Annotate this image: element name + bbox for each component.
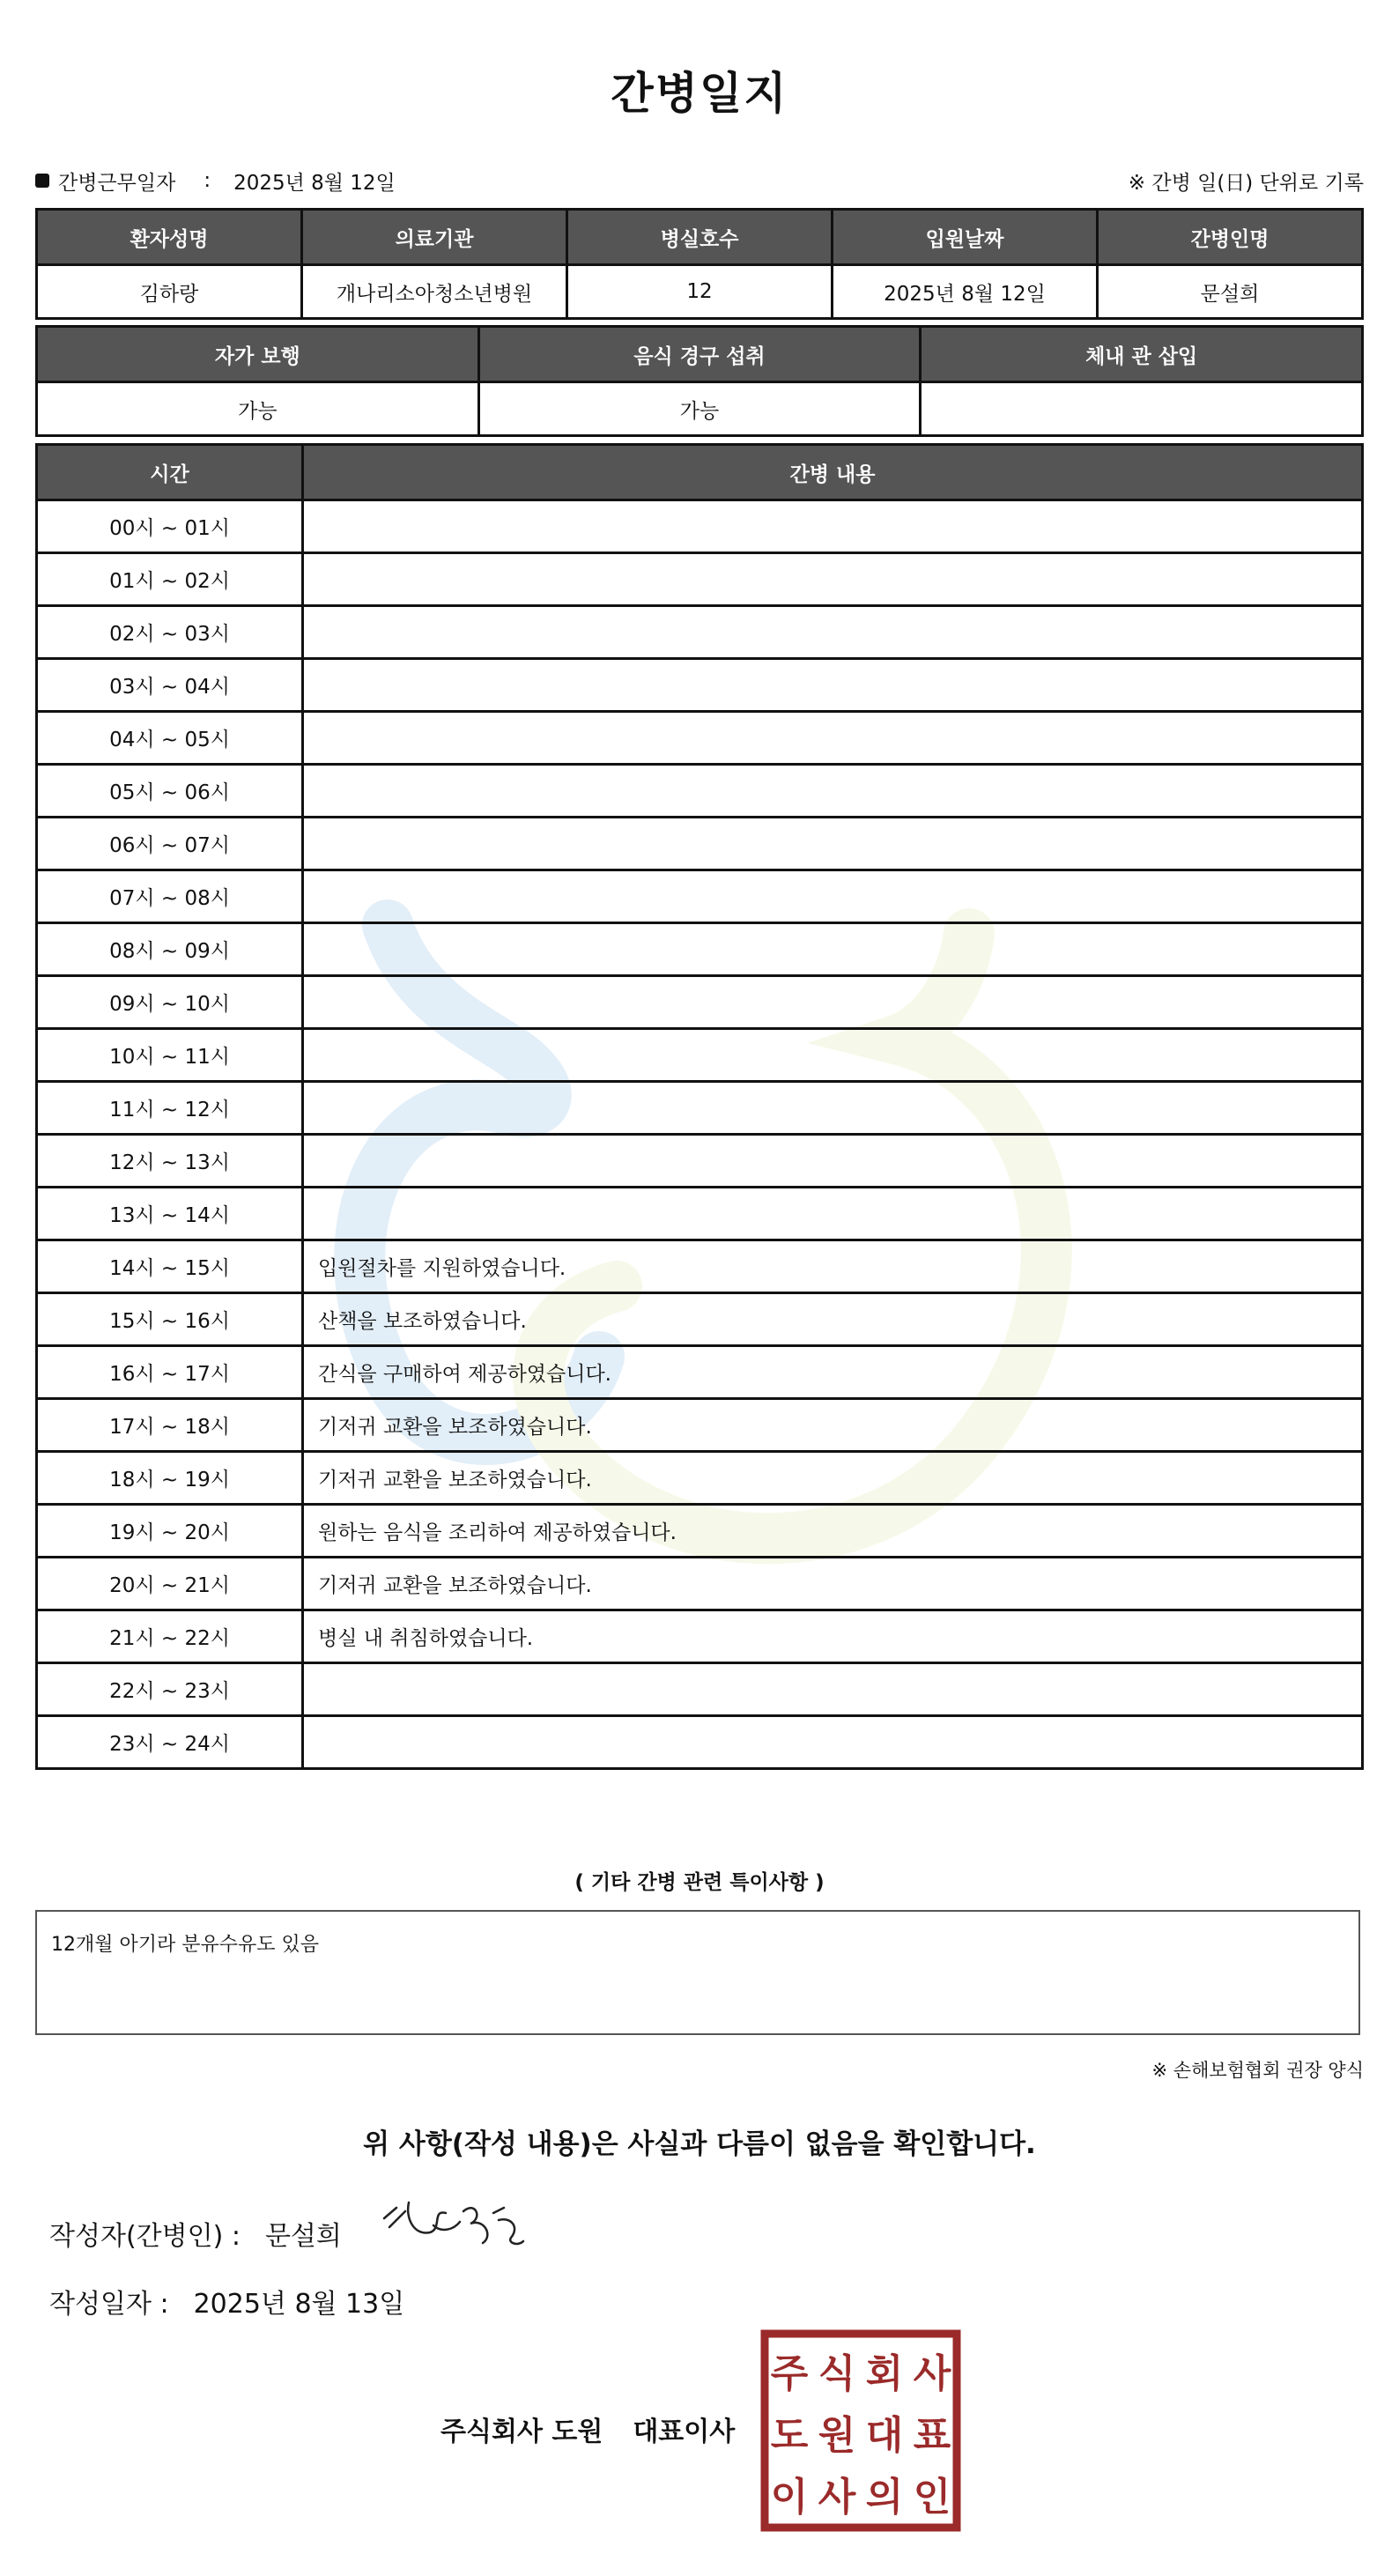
log-time: 18시 ~ 19시 [37,1452,303,1505]
caregiver-name: 문설희 [1098,265,1363,319]
log-row [37,1346,1363,1399]
log-content: 기저귀 교환을 보조하였습니다. [303,1558,1363,1610]
log-row [37,1558,1363,1610]
log-row [37,1505,1363,1558]
log-row [37,553,1363,606]
seal-character: 표 [913,2413,951,2458]
log-time: 22시 ~ 23시 [37,1663,303,1716]
written-date-row [49,2282,404,2321]
care-log-table [35,443,1364,1770]
log-content [303,976,1363,1029]
seal-character: 식 [818,2351,856,2396]
log-row [37,1240,1363,1293]
notes-text: 12개월 아기라 분유수유도 있음 [51,1934,319,1956]
log-content [303,1135,1363,1188]
document-title: 간병일지 [611,68,788,119]
tube-insertion-value [921,382,1363,436]
author-name: 문설희 [264,2221,342,2252]
company-seal-stamp [759,2328,962,2533]
header-patient-name: 환자성명 [37,210,302,265]
log-content: 입원절차를 지원하였습니다. [303,1240,1363,1293]
log-row [37,500,1363,553]
author-row [49,2214,342,2253]
log-time: 17시 ~ 18시 [37,1399,303,1452]
work-date-row [35,166,1364,196]
header-admission-date: 입원날짜 [833,210,1098,265]
log-row [37,976,1363,1029]
unit-note: ※ 간병 일(日) 단위로 기록 [1128,171,1364,195]
seal-character: 도 [770,2413,809,2458]
seal-character: 의 [865,2475,904,2520]
patient-status-table [35,325,1364,437]
log-time: 08시 ~ 09시 [37,923,303,976]
seal-character: 사 [818,2475,856,2520]
log-row [37,1716,1363,1769]
log-content: 기저귀 교환을 보조하였습니다. [303,1452,1363,1505]
log-row [37,1082,1363,1135]
seal-character: 회 [865,2351,904,2396]
log-time: 12시 ~ 13시 [37,1135,303,1188]
self-walking-value: 가능 [37,382,479,436]
header-room-number: 병실호수 [567,210,833,265]
company-name: 주식회사 도원 [440,2417,603,2447]
log-time: 11시 ~ 12시 [37,1082,303,1135]
patient-info-table [35,208,1364,320]
log-time: 00시 ~ 01시 [37,500,303,553]
log-content [303,553,1363,606]
seal-character: 인 [913,2475,951,2520]
log-content: 병실 내 취침하였습니다. [303,1610,1363,1663]
log-time: 14시 ~ 15시 [37,1240,303,1293]
header-care-content: 간병 내용 [303,445,1363,500]
company-signoff [440,2409,735,2448]
seal-character: 원 [818,2413,856,2458]
log-row [37,1029,1363,1082]
log-content [303,1716,1363,1769]
seal-character: 대 [865,2413,904,2458]
header-self-walking: 자가 보행 [37,327,479,382]
log-content [303,1663,1363,1716]
log-row [37,1399,1363,1452]
log-time: 19시 ~ 20시 [37,1505,303,1558]
written-date-value: 2025년 8월 13일 [193,2289,405,2320]
patient-name: 김하랑 [37,265,302,319]
work-date [35,167,396,196]
admission-date: 2025년 8월 12일 [833,265,1098,319]
log-time: 05시 ~ 06시 [37,765,303,818]
work-date-label: 간병근무일자 [58,171,176,195]
log-time: 04시 ~ 05시 [37,712,303,765]
log-time: 09시 ~ 10시 [37,976,303,1029]
log-content [303,500,1363,553]
log-content [303,712,1363,765]
log-content [303,818,1363,870]
log-time: 06시 ~ 07시 [37,818,303,870]
seal-character: 주 [770,2351,809,2396]
log-content [303,659,1363,712]
handwritten-signature [379,2192,537,2262]
log-row [37,1135,1363,1188]
log-row [37,659,1363,712]
log-content [303,606,1363,659]
log-row [37,1293,1363,1346]
log-row [37,870,1363,923]
written-date-label: 작성일자 : [49,2289,169,2320]
header-time: 시간 [37,445,303,500]
log-time: 02시 ~ 03시 [37,606,303,659]
confirmation-statement: 위 사항(작성 내용)은 사실과 다름이 없음을 확인합니다. [363,2128,1036,2160]
log-time: 13시 ~ 14시 [37,1188,303,1240]
log-row [37,1663,1363,1716]
log-row [37,1452,1363,1505]
log-time: 16시 ~ 17시 [37,1346,303,1399]
work-date-separator: : [204,169,211,192]
log-row [37,606,1363,659]
log-content [303,923,1363,976]
work-date-value: 2025년 8월 12일 [233,171,396,195]
log-content [303,1029,1363,1082]
log-content: 기저귀 교환을 보조하였습니다. [303,1399,1363,1452]
hospital-name: 개나리소아청소년병원 [302,265,567,319]
log-time: 01시 ~ 02시 [37,553,303,606]
header-hospital: 의료기관 [302,210,567,265]
notes-box [35,1910,1360,2035]
log-row [37,1610,1363,1663]
log-content [303,1082,1363,1135]
form-footnote: ※ 손해보험협회 권장 양식 [1151,2060,1364,2081]
log-time: 15시 ~ 16시 [37,1293,303,1346]
log-time: 03시 ~ 04시 [37,659,303,712]
log-content: 원하는 음식을 조리하여 제공하였습니다. [303,1505,1363,1558]
header-oral-intake: 음식 경구 섭취 [478,327,921,382]
log-content [303,870,1363,923]
header-tube-insertion: 체내 관 삽입 [921,327,1363,382]
log-content [303,1188,1363,1240]
seal-character: 사 [913,2351,951,2396]
company-title: 대표이사 [633,2417,736,2447]
log-content: 간식을 구매하여 제공하였습니다. [303,1346,1363,1399]
log-time: 10시 ~ 11시 [37,1029,303,1082]
author-label: 작성자(간병인) : [49,2221,241,2252]
log-row [37,712,1363,765]
log-content: 산책을 보조하였습니다. [303,1293,1363,1346]
room-number: 12 [567,265,833,319]
log-time: 21시 ~ 22시 [37,1610,303,1663]
bullet-square-icon [35,174,49,188]
log-time: 07시 ~ 08시 [37,870,303,923]
notes-title: ( 기타 간병 관련 특이사항 ) [574,1871,825,1894]
log-row [37,765,1363,818]
log-content [303,765,1363,818]
seal-character: 이 [770,2475,809,2520]
log-row [37,923,1363,976]
log-time: 20시 ~ 21시 [37,1558,303,1610]
log-row [37,818,1363,870]
log-time: 23시 ~ 24시 [37,1716,303,1769]
oral-intake-value: 가능 [478,382,921,436]
log-row [37,1188,1363,1240]
header-caregiver-name: 간병인명 [1098,210,1363,265]
